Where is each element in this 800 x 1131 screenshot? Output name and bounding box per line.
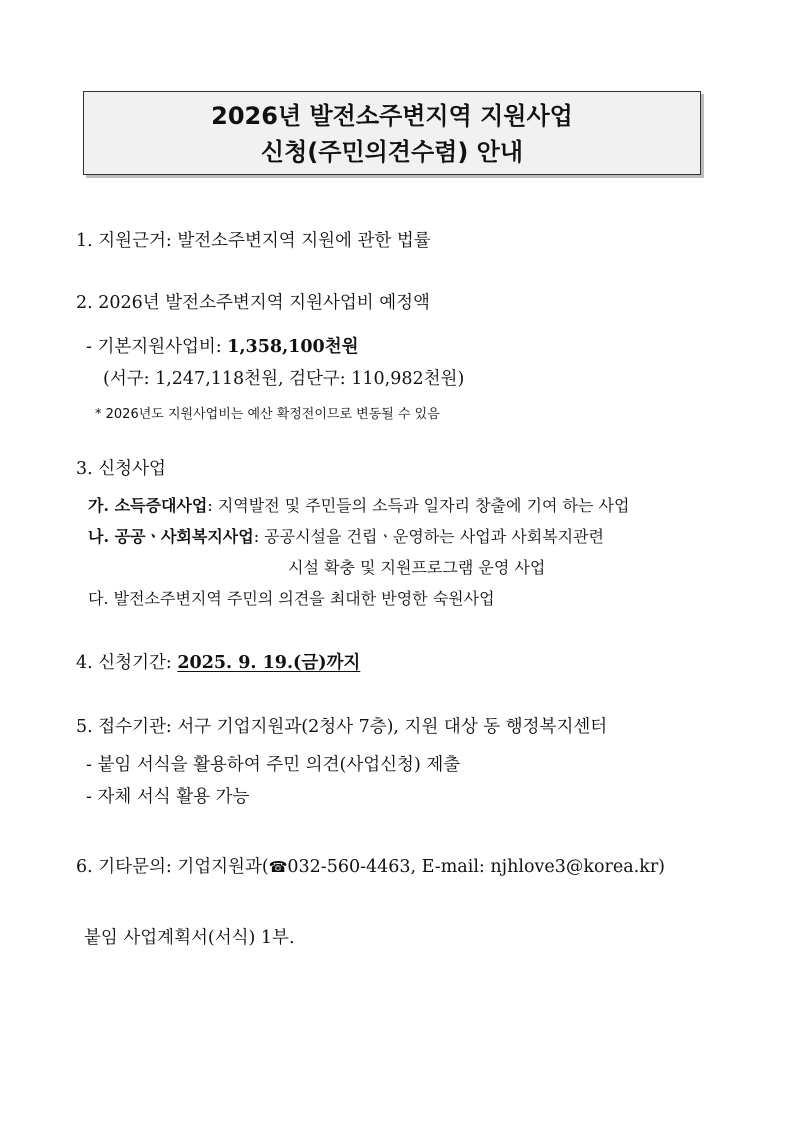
contact-details: 032-560-4463, E-mail: njhlove3@korea.kr) <box>287 857 666 877</box>
section-5-bullet-1: - 붙임 서식을 활용하여 주민 의견(사업신청) 제출 <box>86 755 461 775</box>
contact-label: 6. 기타문의: 기업지원과( <box>76 857 269 877</box>
title-line-1: 2026년 발전소주변지역 지원사업 <box>211 102 573 130</box>
document-title-box <box>83 91 701 175</box>
section-3-item-na <box>88 525 604 549</box>
section-3-item-na-continued: 시설 확충 및 지원프로그램 운영 사업 <box>288 558 546 577</box>
section-3-item-da: 다. 발전소주변지역 주민의 의견을 최대한 반영한 숙원사업 <box>88 589 495 608</box>
section-3-heading: 3. 신청사업 <box>76 459 166 479</box>
section-2-note: * 2026년도 지원사업비는 예산 확정전이므로 변동될 수 있음 <box>95 407 440 422</box>
title-line-2: 신청(주민의견수렴) 안내 <box>260 138 524 166</box>
section-2-heading: 2. 2026년 발전소주변지역 지원사업비 예정액 <box>76 293 430 313</box>
section-3-item-ga <box>88 494 629 518</box>
section-6-contact <box>76 855 665 879</box>
basic-budget-label: - 기본지원사업비: <box>86 337 228 357</box>
phone-icon: ☎ <box>268 858 288 876</box>
item-ga-text: : 지역발전 및 주민들의 소득과 일자리 창출에 기여 하는 사업 <box>207 496 630 515</box>
item-ga-label: 가. 소득증대사업 <box>88 496 208 515</box>
item-na-text: : 공공시설을 건립ㆍ운영하는 사업과 사회복지관련 <box>253 527 605 546</box>
section-5-heading: 5. 접수기관: 서구 기업지원과(2청사 7층), 지원 대상 동 행정복지센터 <box>76 717 608 737</box>
basic-budget-amount: 1,358,100천원 <box>227 337 359 357</box>
section-4-period <box>76 651 360 675</box>
period-date: 2025. 9. 19.(금)까지 <box>177 653 361 673</box>
item-na-label: 나. 공공ㆍ사회복지사업 <box>88 527 254 546</box>
section-5-bullet-2: - 자체 서식 활용 가능 <box>86 787 250 807</box>
attachment-note: 붙임 사업계획서(서식) 1부. <box>84 928 295 948</box>
section-2-basic-budget <box>86 335 359 359</box>
period-label: 4. 신청기간: <box>76 653 178 673</box>
section-2-breakdown: (서구: 1,247,118천원, 검단구: 110,982천원) <box>103 369 465 389</box>
section-1-basis: 1. 지원근거: 발전소주변지역 지원에 관한 법률 <box>76 231 431 251</box>
